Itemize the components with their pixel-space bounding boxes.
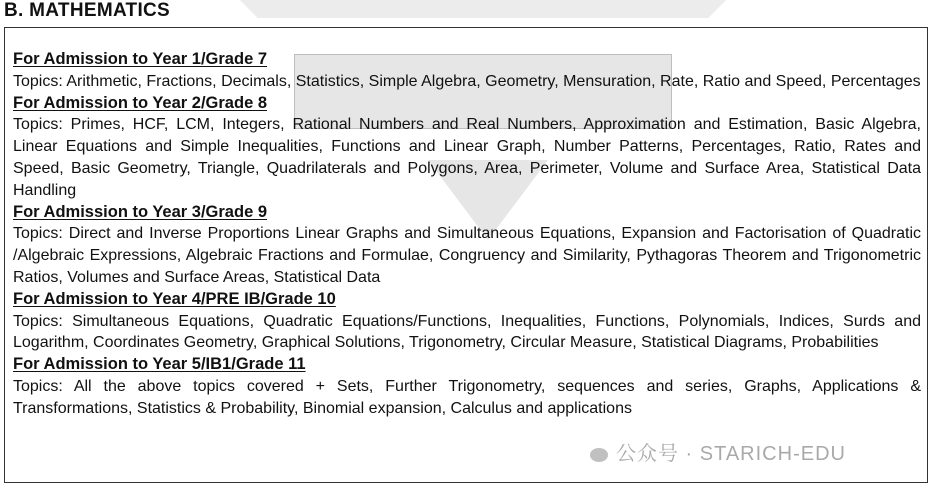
section-title: B. MATHEMATICS xyxy=(4,0,171,21)
watermark-shape-top xyxy=(238,0,728,18)
entry-topics: Topics: Primes, HCF, LCM, Integers, Rational Numbers and Real Numbers, Approximation and Estimation, Basic Algebra, Linear Equations and Simple Inequalities, Functions and Linear Graph, Number Patterns, Percentages, Ratio, Rates and Speed, Basic Geometry, Triangle, Quadrilaterals and Polygons, Area, Perimeter, Volume and Surface Area, Statistical Data Handling xyxy=(13,116,921,199)
entry-heading: For Admission to Year 5/IB1/Grade 11 xyxy=(13,355,306,374)
entry-topics: Topics: Direct and Inverse Proportions Linear Graphs and Simultaneous Equations, Expansion and Factorisation of Quadratic /Algebraic Expressions, Algebraic Fractions and Formulae, Congruency and Similarity, Pythagoras Theorem and Trigonometric Ratios, Volumes and Surface Areas, Statistical Data xyxy=(13,225,921,286)
entry-topics: Topics: Arithmetic, Fractions, Decimals, Statistics, Simple Algebra, Geometry, Mensuration, Rate, Ratio and Speed, Percentages xyxy=(13,72,921,90)
entry-year-4 xyxy=(13,289,921,354)
entry-topics: Topics: All the above topics covered + Sets, Further Trigonometry, sequences and series, Graphs, Applications & Transformations, Statistics & Probability, Binomial expansion, Calculus and applications xyxy=(13,377,921,417)
entry-heading: For Admission to Year 1/Grade 7 xyxy=(13,50,268,68)
wechat-icon xyxy=(590,448,608,462)
admission-topics-list xyxy=(13,49,921,420)
entry-year-3 xyxy=(13,202,921,289)
entry-topics: Topics: Simultaneous Equations, Quadratic Equations/Functions, Inequalities, Functions, Polynomials, Indices, Surds and Logarithm, Coordinates Geometry, Graphical Solutions, Trigonometry, Circular Measure, Statistical Diagrams, Probabilities xyxy=(13,312,921,352)
watermark xyxy=(590,437,846,466)
entry-heading: For Admission to Year 4/PRE IB/Grade 10 xyxy=(13,289,336,308)
entry-year-5 xyxy=(13,354,921,419)
entry-year-1 xyxy=(13,49,921,93)
watermark-text: 公众号 · STARICH-EDU xyxy=(616,443,846,465)
entry-heading: For Admission to Year 2/Grade 8 xyxy=(13,93,268,112)
entry-year-2 xyxy=(13,93,921,202)
entry-heading: For Admission to Year 3/Grade 9 xyxy=(13,202,268,221)
